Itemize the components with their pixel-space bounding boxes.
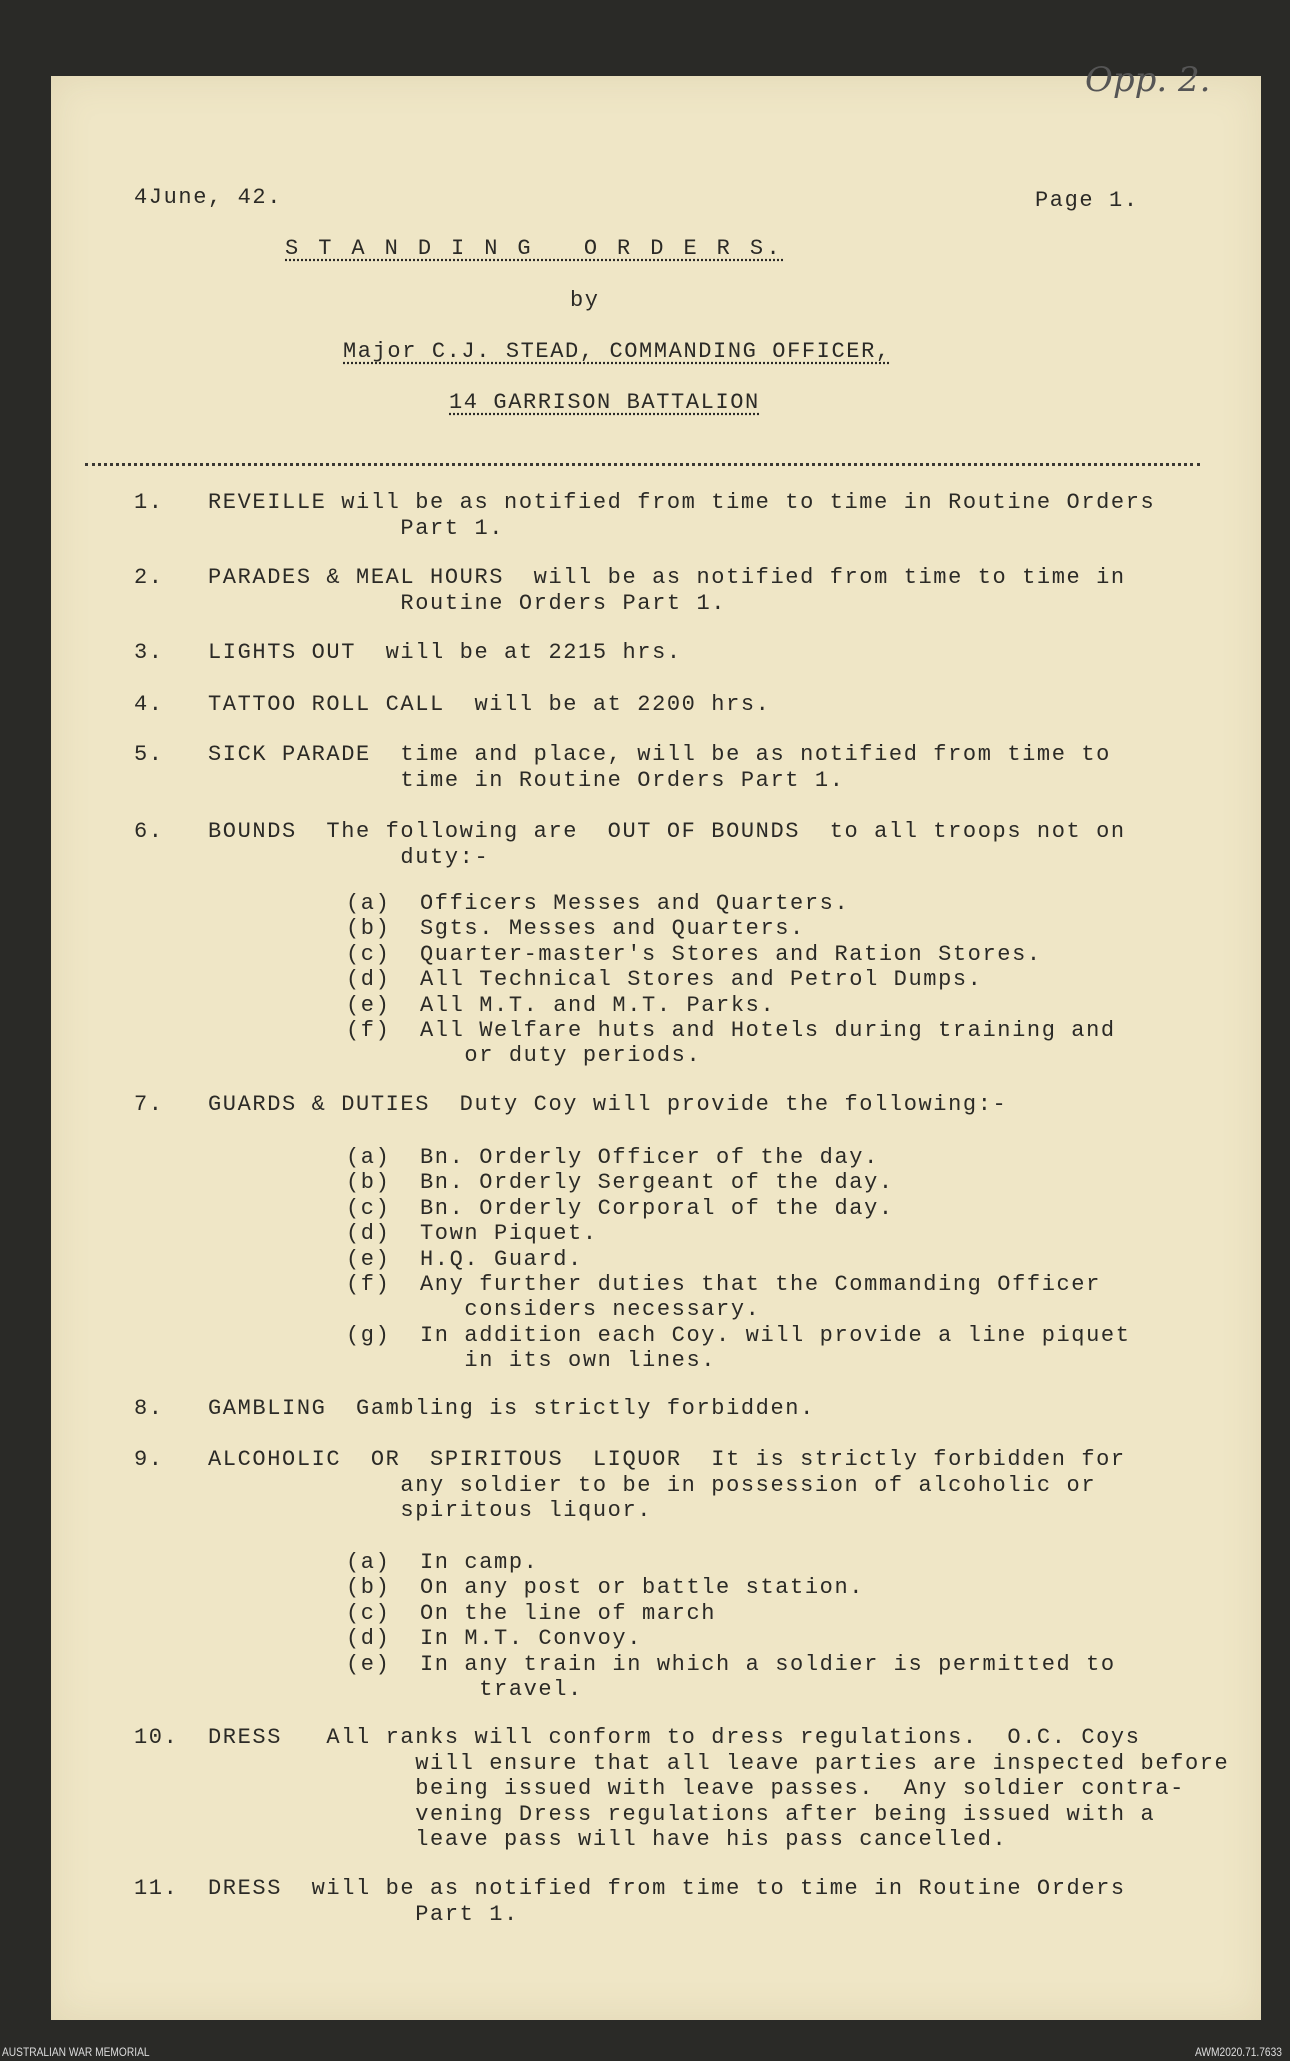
order-text-line: Part 1.: [208, 1901, 519, 1927]
sub-item-letter: (b): [346, 1170, 391, 1196]
sub-item-letter: (e): [346, 1651, 391, 1677]
order-number: 2.: [134, 565, 164, 590]
document-title: S T A N D I N G O R D E R S.: [285, 236, 784, 261]
order-text-line: GUARDS & DUTIES Duty Coy will provide the following:-: [208, 1092, 1008, 1117]
order-text-line: Routine Orders Part 1.: [208, 590, 727, 616]
order-text-line: LIGHTS OUT will be at 2215 hrs.: [208, 640, 682, 665]
order-text-line: DRESS All ranks will conform to dress regulations. O.C. Coys: [208, 1725, 1141, 1750]
sub-item-letter: (a): [346, 891, 391, 916]
sub-item-text: Any further duties that the Commanding Officer considers necessary.: [420, 1272, 1101, 1323]
sub-item-letter: (b): [346, 916, 391, 942]
sub-item-letter: (d): [346, 1221, 391, 1247]
order-text-line: any soldier to be in possession of alcoholic or: [208, 1472, 1097, 1498]
sub-item-text: In camp.: [420, 1550, 539, 1575]
order-number: 8.: [134, 1396, 164, 1421]
sub-item-letter: (f): [346, 1018, 391, 1043]
order-text-line: SICK PARADE time and place, will be as notified from time to: [208, 742, 1111, 767]
sub-item-letter: (e): [346, 1246, 391, 1272]
order-text-line: PARADES & MEAL HOURS will be as notified from time to time in: [208, 565, 1126, 590]
sub-item-letter: (a): [346, 1145, 391, 1170]
sub-item-text: All M.T. and M.T. Parks.: [420, 992, 776, 1018]
sub-item-text: Bn. Orderly Corporal of the day.: [420, 1195, 894, 1221]
sub-item-text: All Technical Stores and Petrol Dumps.: [420, 967, 983, 993]
divider: [85, 463, 1200, 466]
sub-item-letter: (b): [346, 1575, 391, 1601]
order-number: 1.: [134, 490, 164, 515]
sub-item-letter: (a): [346, 1550, 391, 1575]
order-text-line: duty:-: [208, 844, 490, 870]
footer-accession: AWM2020.71.7633: [1195, 2045, 1282, 2059]
order-number: 9.: [134, 1447, 164, 1472]
sub-item-text: H.Q. Guard.: [420, 1246, 583, 1272]
sub-item-text: Quarter-master's Stores and Ration Stores.: [420, 941, 1042, 967]
sub-item-letter: (c): [346, 1195, 391, 1221]
unit-line: 14 GARRISON BATTALION: [449, 390, 760, 415]
order-text-line: BOUNDS The following are OUT OF BOUNDS to all troops not on: [208, 819, 1126, 844]
sub-item-text: In addition each Coy. will provide a line piquet in its own lines.: [420, 1322, 1131, 1374]
order-text-line: spiritous liquor.: [208, 1498, 653, 1523]
sub-item-text: Bn. Orderly Officer of the day.: [420, 1145, 879, 1170]
order-text-line: REVEILLE will be as notified from time to time in Routine Orders: [208, 490, 1156, 515]
sub-item-text: On the line of march: [420, 1600, 717, 1626]
order-number: 10.: [134, 1725, 179, 1750]
order-number: 5.: [134, 742, 164, 767]
sub-item-letter: (c): [346, 941, 391, 967]
sub-item-letter: (g): [346, 1322, 391, 1348]
document-date: 4June, 42.: [134, 185, 283, 210]
sub-item-text: In M.T. Convoy.: [420, 1626, 643, 1652]
order-number: 4.: [134, 692, 164, 717]
sub-item-letter: (c): [346, 1600, 391, 1626]
order-text-line: Part 1.: [208, 515, 505, 541]
order-number: 7.: [134, 1092, 164, 1117]
order-text-line: GAMBLING Gambling is strictly forbidden.: [208, 1396, 815, 1421]
order-text-line: time in Routine Orders Part 1.: [208, 767, 845, 793]
sub-item-letter: (d): [346, 967, 391, 993]
sub-item-text: Sgts. Messes and Quarters.: [420, 916, 805, 942]
footer-institution: AUSTRALIAN WAR MEMORIAL: [2, 2045, 150, 2059]
sub-item-letter: (d): [346, 1626, 391, 1652]
order-text-line: will ensure that all leave parties are inspected before: [208, 1750, 1230, 1776]
handwritten-annotation: Opp. 2.: [1085, 60, 1211, 100]
order-text-line: DRESS will be as notified from time to time in Routine Orders: [208, 1876, 1126, 1901]
sub-item-text: Bn. Orderly Sergeant of the day.: [420, 1170, 894, 1196]
order-number: 6.: [134, 819, 164, 844]
order-text-line: vening Dress regulations after being issued with a: [208, 1801, 1156, 1827]
author-line: Major C.J. STEAD, COMMANDING OFFICER,: [343, 339, 891, 364]
sub-item-text: On any post or battle station.: [420, 1575, 865, 1601]
by-line: by: [570, 288, 600, 313]
order-text-line: ALCOHOLIC OR SPIRITOUS LIQUOR It is strictly forbidden for: [208, 1447, 1126, 1472]
sub-item-letter: (f): [346, 1272, 391, 1297]
page-number: Page 1.: [1035, 188, 1139, 213]
sub-item-letter: (e): [346, 992, 391, 1018]
order-number: 11.: [134, 1876, 179, 1901]
sub-item-text: Officers Messes and Quarters.: [420, 891, 850, 916]
sub-item-text: Town Piquet.: [420, 1221, 598, 1247]
order-text-line: TATTOO ROLL CALL will be at 2200 hrs.: [208, 692, 771, 717]
order-text-line: leave pass will have his pass cancelled.: [208, 1827, 1008, 1852]
order-number: 3.: [134, 640, 164, 665]
order-text-line: being issued with leave passes. Any soldier contra-: [208, 1776, 1185, 1801]
sub-item-text: All Welfare huts and Hotels during training and or duty periods.: [420, 1018, 1116, 1069]
sub-item-text: In any train in which a soldier is permitted to travel.: [420, 1651, 1116, 1702]
